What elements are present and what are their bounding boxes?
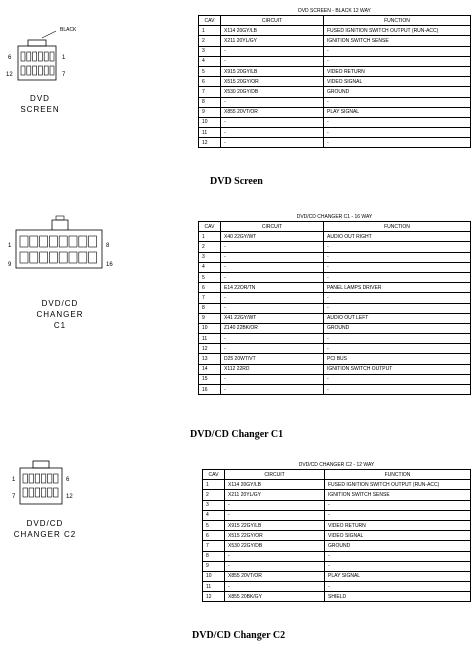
circuit-cell: -: [225, 500, 325, 510]
table-row: [199, 56, 471, 66]
cav-cell: 4: [199, 56, 221, 66]
dvd-cd-changer-c2-caption: DVD/CD Changer C2: [192, 630, 286, 641]
cav-cell: 11: [199, 334, 221, 344]
header-function: FUNCTION: [324, 222, 471, 232]
connector-cavity: [35, 474, 40, 483]
table-row: [199, 252, 471, 262]
table-row: [199, 364, 471, 374]
cav-cell: 6: [199, 283, 221, 293]
circuit-cell: X40 22GY/WT: [221, 232, 324, 242]
table-row: [203, 520, 471, 530]
function-cell: -: [324, 242, 471, 252]
circuit-cell: Z140 22BK/OR: [221, 323, 324, 333]
connector-cavity: [23, 474, 28, 483]
circuit-cell: -: [221, 56, 324, 66]
table-row: [199, 334, 471, 344]
cav-cell: 12: [199, 138, 221, 148]
cav-cell: 4: [203, 510, 225, 520]
cav-cell: 5: [199, 272, 221, 282]
table-row: [199, 283, 471, 293]
function-cell: -: [324, 385, 471, 395]
function-cell: FUSED IGNITION SWITCH OUTPUT (RUN-ACC): [324, 26, 471, 36]
header-function: FUNCTION: [325, 470, 471, 480]
circuit-cell: X515 20GY/OR: [221, 77, 324, 87]
dvd-screen-table-title: DVD SCREEN - BLACK 12 WAY: [298, 8, 371, 14]
function-cell: -: [325, 551, 471, 561]
table-row: [199, 138, 471, 148]
circuit-cell: -: [221, 293, 324, 303]
circuit-cell: X530 22GY/DB: [225, 541, 325, 551]
circuit-cell: X114 20GY/LB: [225, 480, 325, 490]
cav-cell: 6: [203, 531, 225, 541]
dvd-screen-pinout-table: [198, 8, 471, 148]
function-cell: GROUND: [324, 87, 471, 97]
header-circuit: CIRCUIT: [221, 16, 324, 26]
header-cav: CAV: [203, 470, 225, 480]
circuit-cell: -: [221, 374, 324, 384]
table-row: [199, 262, 471, 272]
table-row: [203, 551, 471, 561]
circuit-cell: X530 20GY/DB: [221, 87, 324, 97]
cav-cell: 10: [203, 571, 225, 581]
circuit-cell: E14 22OR/TN: [221, 283, 324, 293]
circuit-cell: X855 20VT/OR: [221, 107, 324, 117]
cav-cell: 5: [203, 520, 225, 530]
table-row: [199, 36, 471, 46]
function-cell: -: [324, 46, 471, 56]
dvd-screen-label-line-2: SCREEN: [20, 105, 60, 114]
function-cell: -: [324, 128, 471, 138]
table-row: [199, 117, 471, 127]
function-cell: VIDEO SIGNAL: [325, 531, 471, 541]
cav-cell: 6: [199, 77, 221, 87]
function-cell: -: [325, 510, 471, 520]
cav-cell: 9: [199, 313, 221, 323]
function-cell: -: [324, 374, 471, 384]
function-cell: -: [324, 117, 471, 127]
table-row: [203, 571, 471, 581]
table-row: [199, 107, 471, 117]
table-row: [199, 374, 471, 384]
table-row: [199, 293, 471, 303]
circuit-cell: -: [221, 252, 324, 262]
function-cell: GROUND: [325, 541, 471, 551]
cav-cell: 1: [199, 232, 221, 242]
connector-cavity: [47, 474, 52, 483]
connector-cavity: [35, 488, 40, 497]
table-row: [203, 541, 471, 551]
function-cell: VIDEO RETURN: [324, 66, 471, 76]
cav-cell: 12: [203, 592, 225, 602]
table-row: [199, 272, 471, 282]
circuit-cell: -: [225, 582, 325, 592]
function-cell: GROUND: [324, 323, 471, 333]
circuit-cell: -: [225, 510, 325, 520]
circuit-cell: D25 20WT/VT: [221, 354, 324, 364]
function-cell: -: [324, 293, 471, 303]
function-cell: -: [325, 561, 471, 571]
cav-cell: 10: [199, 117, 221, 127]
cav-cell: 7: [199, 87, 221, 97]
cav-cell: 4: [199, 262, 221, 272]
dvd-cd-changer-c2-pin-left-bottom: 7: [12, 494, 16, 500]
function-cell: -: [324, 262, 471, 272]
function-cell: -: [324, 272, 471, 282]
circuit-cell: -: [221, 138, 324, 148]
circuit-cell: X112 22RD: [221, 364, 324, 374]
table-row: [203, 582, 471, 592]
function-cell: PANEL LAMPS DRIVER: [324, 283, 471, 293]
dvd-cd-changer-c2-connector-diagram: [0, 0, 100, 520]
cav-cell: 2: [199, 36, 221, 46]
dvd-screen-label-line-1: DVD: [30, 94, 50, 103]
function-cell: AUDIO OUT LEFT: [324, 313, 471, 323]
dvd-cd-changer-c1-pin-right: 8: [106, 243, 110, 249]
cav-cell: 12: [199, 344, 221, 354]
dvd-screen-pin-right-bottom: 7: [62, 72, 66, 78]
connector-cavity: [54, 488, 59, 497]
cav-cell: 10: [199, 323, 221, 333]
circuit-cell: X211 20YL/GY: [221, 36, 324, 46]
dvd-cd-changer-c2-pinout-table: [202, 462, 471, 602]
dvd-cd-changer-c2-label-line-1: DVD/CD: [26, 519, 64, 528]
table-row: [199, 77, 471, 87]
function-cell: IGNITION SWITCH SENSE: [325, 490, 471, 500]
dvd-cd-changer-c1-pinout-table: [198, 214, 471, 395]
circuit-cell: -: [221, 344, 324, 354]
function-cell: -: [324, 344, 471, 354]
cav-cell: 3: [203, 500, 225, 510]
circuit-cell: -: [221, 242, 324, 252]
function-cell: PCI BUS: [324, 354, 471, 364]
connector-cavity: [29, 488, 33, 497]
circuit-cell: -: [225, 551, 325, 561]
table-row: [199, 323, 471, 333]
cav-cell: 11: [199, 128, 221, 138]
dvd-cd-changer-c2-pin-right: 6: [66, 477, 70, 483]
table-row: [199, 354, 471, 364]
table-row: [199, 97, 471, 107]
cav-cell: 13: [199, 354, 221, 364]
function-cell: PLAY SIGNAL: [324, 107, 471, 117]
dvd-screen-pin-right: 1: [62, 55, 66, 61]
cav-cell: 1: [203, 480, 225, 490]
table-row: [203, 531, 471, 541]
table-row: [203, 561, 471, 571]
dvd-cd-changer-c2-pin-right-bottom: 12: [66, 494, 73, 500]
header-circuit: CIRCUIT: [225, 470, 325, 480]
function-cell: -: [324, 252, 471, 262]
connector-cavity: [54, 474, 59, 483]
dvd-screen-caption: DVD Screen: [210, 176, 263, 187]
table-header-row: [199, 222, 471, 232]
cav-cell: 8: [199, 97, 221, 107]
circuit-cell: -: [225, 561, 325, 571]
function-cell: -: [325, 500, 471, 510]
table-row: [199, 26, 471, 36]
circuit-cell: X515 22GY/OR: [225, 531, 325, 541]
dvd-cd-changer-c1-pin-left-bottom: 9: [8, 262, 12, 268]
cav-cell: 1: [199, 26, 221, 36]
header-cav: CAV: [199, 16, 221, 26]
circuit-cell: -: [221, 272, 324, 282]
dvd-screen-pin-left: 6: [8, 55, 12, 61]
table-row: [203, 510, 471, 520]
cav-cell: 5: [199, 66, 221, 76]
circuit-cell: -: [221, 303, 324, 313]
function-cell: IGNITION SWITCH OUTPUT: [324, 364, 471, 374]
dvd-cd-changer-c1-pin-left: 1: [8, 243, 12, 249]
dvd-cd-changer-c2-pin-left: 1: [12, 477, 16, 483]
function-cell: FUSED IGNITION SWITCH OUTPUT (RUN-ACC): [325, 480, 471, 490]
function-cell: -: [325, 582, 471, 592]
function-cell: -: [324, 303, 471, 313]
cav-cell: 9: [203, 561, 225, 571]
header-cav: CAV: [199, 222, 221, 232]
dvd-cd-changer-c1-label-line-3: C1: [53, 321, 67, 330]
circuit-cell: X211 20YL/GY: [225, 490, 325, 500]
table-row: [199, 128, 471, 138]
function-cell: -: [324, 138, 471, 148]
table-row: [199, 66, 471, 76]
dvd-cd-changer-c1-label-line-2: CHANGER: [36, 310, 84, 319]
function-cell: IGNITION SWITCH SENSE: [324, 36, 471, 46]
function-cell: -: [324, 97, 471, 107]
dvd-cd-changer-c2-table-title: DVD/CD CHANGER C2 - 12 WAY: [298, 462, 375, 468]
circuit-cell: -: [221, 46, 324, 56]
cav-cell: 11: [203, 582, 225, 592]
table-row: [199, 46, 471, 56]
circuit-cell: X915 22GY/LB: [225, 520, 325, 530]
function-cell: PLAY SIGNAL: [325, 571, 471, 581]
table-header-row: [199, 16, 471, 26]
dvd-cd-changer-c2-label-line-2: CHANGER C2: [13, 530, 77, 539]
cav-cell: 7: [199, 293, 221, 303]
cav-cell: 15: [199, 374, 221, 384]
connector-cavity: [41, 474, 46, 483]
cav-cell: 2: [203, 490, 225, 500]
table-header-row: [203, 470, 471, 480]
circuit-cell: X41 22GY/WT: [221, 313, 324, 323]
circuit-cell: -: [221, 117, 324, 127]
table-row: [199, 303, 471, 313]
function-cell: SHIELD: [325, 592, 471, 602]
function-cell: VIDEO SIGNAL: [324, 77, 471, 87]
dvd-cd-changer-c1-pin-right-bottom: 16: [106, 262, 113, 268]
dvd-cd-changer-c1-table-title: DVD/CD CHANGER C1 - 16 WAY: [296, 214, 373, 220]
table-row: [203, 490, 471, 500]
table-row: [203, 500, 471, 510]
table-row: [199, 232, 471, 242]
circuit-cell: X855 20VT/OR: [225, 571, 325, 581]
cav-cell: 9: [199, 107, 221, 117]
circuit-cell: -: [221, 97, 324, 107]
table-row: [199, 344, 471, 354]
dvd-screen-connector-tag: BLACK: [60, 27, 77, 33]
cav-cell: 2: [199, 242, 221, 252]
cav-cell: 8: [203, 551, 225, 561]
cav-cell: 8: [199, 303, 221, 313]
circuit-cell: X114 20GY/LB: [221, 26, 324, 36]
table-row: [203, 592, 471, 602]
table-row: [199, 242, 471, 252]
table-row: [199, 313, 471, 323]
circuit-cell: X915 20GY/LB: [221, 66, 324, 76]
circuit-cell: -: [221, 128, 324, 138]
connector-cavity: [29, 474, 33, 483]
table-row: [199, 385, 471, 395]
function-cell: AUDIO OUT RIGHT: [324, 232, 471, 242]
circuit-cell: -: [221, 262, 324, 272]
header-function: FUNCTION: [324, 16, 471, 26]
header-circuit: CIRCUIT: [221, 222, 324, 232]
cav-cell: 14: [199, 364, 221, 374]
cav-cell: 16: [199, 385, 221, 395]
dvd-cd-changer-c2-connector-label: [8, 518, 82, 540]
dvd-screen-pin-left-bottom: 12: [6, 72, 13, 78]
table-row: [199, 87, 471, 97]
connector-cavity: [23, 488, 28, 497]
dvd-cd-changer-c1-caption: DVD/CD Changer C1: [190, 429, 284, 440]
cav-cell: 3: [199, 252, 221, 262]
connector-cavity: [41, 488, 46, 497]
cav-cell: 3: [199, 46, 221, 56]
connector-cavity: [47, 488, 52, 497]
table-row: [203, 480, 471, 490]
circuit-cell: -: [221, 334, 324, 344]
circuit-cell: -: [221, 385, 324, 395]
circuit-cell: X855 20BK/GY: [225, 592, 325, 602]
cav-cell: 7: [203, 541, 225, 551]
dvd-cd-changer-c1-label-line-1: DVD/CD: [41, 299, 79, 308]
function-cell: -: [324, 56, 471, 66]
function-cell: -: [324, 334, 471, 344]
function-cell: VIDEO RETURN: [325, 520, 471, 530]
